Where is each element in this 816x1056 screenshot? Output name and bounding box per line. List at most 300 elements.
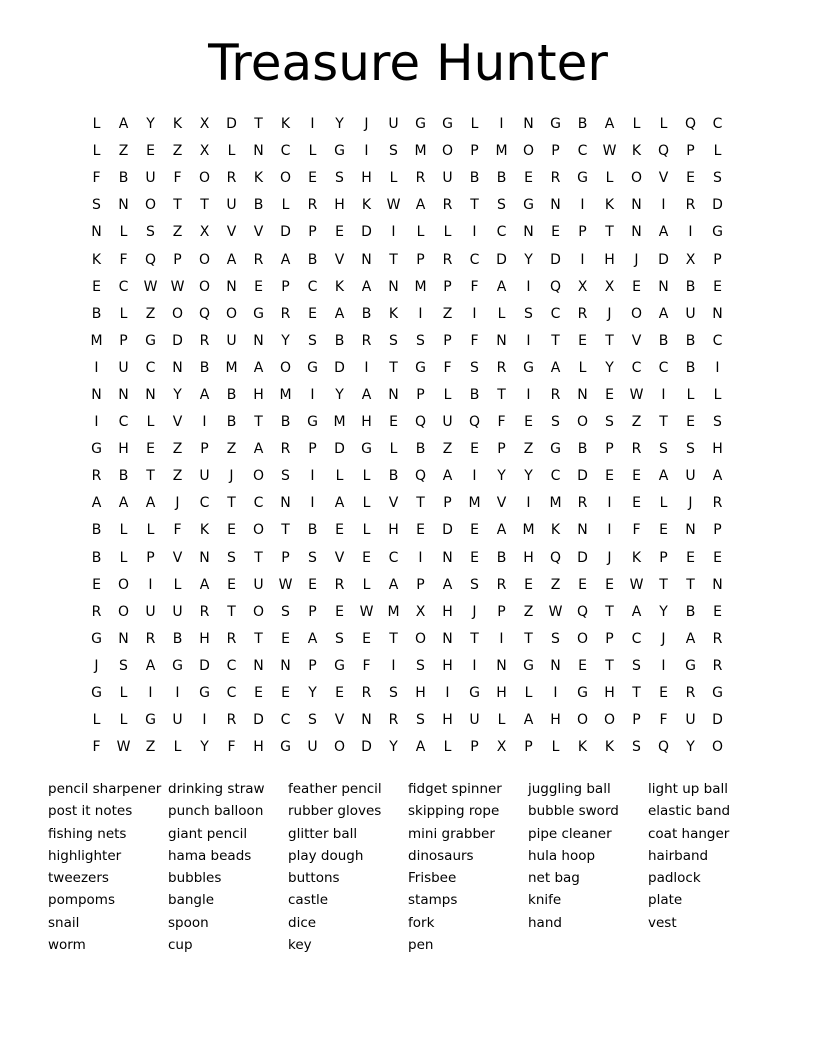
grid-letter: G xyxy=(280,739,291,756)
grid-letter: G xyxy=(469,685,480,702)
grid-letter: O xyxy=(279,170,292,187)
grid-letter: G xyxy=(415,359,426,376)
grid-letter: Y xyxy=(146,116,155,133)
grid-letter: J xyxy=(688,495,693,512)
grid-letter: C xyxy=(658,359,669,376)
grid-letter: A xyxy=(361,278,372,295)
grid-row xyxy=(83,653,733,680)
grid-letter: A xyxy=(145,657,156,674)
grid-letter: T xyxy=(470,197,479,214)
grid-letter: L xyxy=(146,414,155,431)
grid-letter: I xyxy=(175,685,180,702)
grid-letter: U xyxy=(145,603,156,620)
grid-letter: W xyxy=(602,143,617,160)
grid-letter: G xyxy=(145,712,156,729)
grid-letter: A xyxy=(388,576,399,593)
grid-letter: E xyxy=(227,576,236,593)
grid-letter: L xyxy=(362,576,371,593)
grid-letter: U xyxy=(226,332,237,349)
grid-letter: G xyxy=(172,657,183,674)
grid-letter: E xyxy=(632,278,641,295)
grid-letter: G xyxy=(712,685,723,702)
grid-letter: O xyxy=(198,278,211,295)
grid-letter: S xyxy=(686,441,695,458)
grid-letter: C xyxy=(280,143,291,160)
grid-letter: X xyxy=(604,278,615,295)
grid-letter: M xyxy=(414,278,427,295)
grid-letter: P xyxy=(659,549,668,566)
grid-letter: P xyxy=(308,603,317,620)
grid-letter: R xyxy=(307,197,318,214)
grid-letter: G xyxy=(577,685,588,702)
grid-letter: R xyxy=(334,576,345,593)
grid-letter: K xyxy=(199,522,210,539)
grid-letter: W xyxy=(386,197,401,214)
grid-letter: B xyxy=(199,359,210,376)
grid-letter: L xyxy=(119,224,128,241)
grid-letter: S xyxy=(713,170,722,187)
grid-letter: L xyxy=(713,386,722,403)
grid-letter: V xyxy=(172,414,183,431)
word-list-item: fidget spinner xyxy=(408,781,502,797)
grid-letter: H xyxy=(442,603,453,620)
grid-letter: N xyxy=(496,657,507,674)
grid-letter: O xyxy=(630,305,643,322)
grid-letter: P xyxy=(416,251,425,268)
grid-letter: Q xyxy=(657,739,670,756)
grid-letter: Y xyxy=(173,386,182,403)
grid-letter: R xyxy=(91,468,102,485)
grid-letter: A xyxy=(550,359,561,376)
grid-letter: M xyxy=(522,522,535,539)
grid-letter: E xyxy=(362,549,371,566)
grid-letter: P xyxy=(416,576,425,593)
grid-letter: A xyxy=(253,441,264,458)
grid-letter: I xyxy=(580,251,585,268)
grid-letter: R xyxy=(496,576,507,593)
grid-letter: W xyxy=(116,739,131,756)
grid-letter: G xyxy=(334,143,345,160)
grid-letter: F xyxy=(173,170,182,187)
word-list xyxy=(48,778,788,956)
grid-letter: Y xyxy=(686,739,695,756)
grid-letter: R xyxy=(145,630,156,647)
grid-letter: G xyxy=(91,630,102,647)
grid-letter: T xyxy=(416,495,425,512)
grid-letter: N xyxy=(388,278,399,295)
grid-letter: U xyxy=(442,170,453,187)
grid-row xyxy=(83,599,733,626)
grid-letter: C xyxy=(388,549,399,566)
grid-letter: N xyxy=(550,657,561,674)
grid-letter: B xyxy=(361,305,372,322)
grid-letter: B xyxy=(685,603,696,620)
grid-letter: Z xyxy=(172,143,183,160)
grid-letter: P xyxy=(173,251,182,268)
grid-letter: R xyxy=(361,685,372,702)
word-list-item: skipping rope xyxy=(408,803,500,820)
grid-letter: T xyxy=(281,522,290,539)
grid-letter: G xyxy=(550,116,561,133)
grid-letter: I xyxy=(445,685,450,702)
grid-letter: E xyxy=(227,522,236,539)
grid-row xyxy=(83,355,733,382)
grid-letter: R xyxy=(253,251,264,268)
grid-letter: M xyxy=(414,143,427,160)
grid-letter: N xyxy=(145,386,156,403)
grid-letter: Z xyxy=(172,441,183,458)
grid-letter: K xyxy=(631,143,642,160)
grid-letter: I xyxy=(418,549,423,566)
grid-letter: O xyxy=(198,170,211,187)
grid-letter: T xyxy=(659,576,668,593)
grid-letter: G xyxy=(307,414,318,431)
grid-letter: Q xyxy=(576,603,589,620)
grid-letter: A xyxy=(91,495,102,512)
grid-letter: H xyxy=(550,712,561,729)
grid-letter: G xyxy=(523,197,534,214)
grid-letter: M xyxy=(468,495,481,512)
grid-letter: X xyxy=(199,116,210,133)
grid-letter: F xyxy=(470,332,479,349)
grid-letter: I xyxy=(364,359,369,376)
grid-letter: B xyxy=(577,116,588,133)
word-list-item: pen xyxy=(408,937,434,954)
grid-letter: V xyxy=(253,224,264,241)
grid-letter: W xyxy=(629,386,644,403)
grid-letter: A xyxy=(118,116,129,133)
grid-letter: T xyxy=(146,468,155,485)
grid-letter: F xyxy=(92,739,101,756)
grid-row xyxy=(83,192,733,219)
grid-letter: M xyxy=(495,143,508,160)
grid-letter: E xyxy=(659,685,668,702)
grid-letter: L xyxy=(524,685,533,702)
grid-letter: K xyxy=(334,278,345,295)
word-list-item: punch balloon xyxy=(168,803,264,820)
grid-letter: E xyxy=(335,685,344,702)
word-list-item: worm xyxy=(48,937,86,954)
grid-letter: S xyxy=(308,332,317,349)
grid-letter: S xyxy=(497,197,506,214)
grid-letter: S xyxy=(524,305,533,322)
grid-letter: N xyxy=(631,224,642,241)
grid-letter: A xyxy=(361,386,372,403)
grid-row xyxy=(83,545,733,572)
grid-letter: N xyxy=(712,576,723,593)
grid-letter: G xyxy=(334,657,345,674)
grid-letter: S xyxy=(416,332,425,349)
grid-letter: P xyxy=(146,549,155,566)
grid-letter: C xyxy=(496,224,507,241)
grid-row xyxy=(83,517,733,544)
grid-letter: K xyxy=(604,197,615,214)
word-list-item: pompoms xyxy=(48,892,115,909)
grid-letter: Q xyxy=(684,116,697,133)
grid-letter: C xyxy=(469,251,480,268)
grid-letter: S xyxy=(551,630,560,647)
grid-row xyxy=(83,572,733,599)
grid-letter: L xyxy=(335,468,344,485)
grid-letter: B xyxy=(280,414,291,431)
grid-letter: I xyxy=(715,359,720,376)
grid-letter: Z xyxy=(118,143,129,160)
word-list-item: padlock xyxy=(648,870,701,887)
grid-letter: U xyxy=(253,576,264,593)
grid-letter: S xyxy=(470,576,479,593)
grid-letter: K xyxy=(280,116,291,133)
grid-letter: T xyxy=(254,116,263,133)
word-list-item: highlighter xyxy=(48,847,122,864)
grid-letter: L xyxy=(713,143,722,160)
grid-letter: P xyxy=(470,143,479,160)
word-list-item: cup xyxy=(168,937,193,954)
grid-letter: L xyxy=(389,170,398,187)
grid-letter: G xyxy=(361,441,372,458)
grid-letter: D xyxy=(280,224,291,241)
grid-letter: W xyxy=(143,278,158,295)
grid-letter: T xyxy=(227,495,236,512)
grid-letter: P xyxy=(416,386,425,403)
grid-letter: I xyxy=(661,386,666,403)
word-list-item: fishing nets xyxy=(48,825,127,842)
grid-letter: O xyxy=(576,414,589,431)
grid-letter: K xyxy=(604,739,615,756)
grid-letter: H xyxy=(523,549,534,566)
grid-letter: F xyxy=(497,414,506,431)
grid-letter: P xyxy=(308,657,317,674)
grid-letter: U xyxy=(685,712,696,729)
grid-letter: B xyxy=(496,549,507,566)
word-list-item: castle xyxy=(288,892,329,909)
grid-letter: O xyxy=(225,305,238,322)
grid-letter: W xyxy=(548,603,563,620)
grid-letter: B xyxy=(91,549,102,566)
grid-letter: Q xyxy=(144,251,157,268)
word-list-item: tweezers xyxy=(48,870,109,887)
grid-letter: A xyxy=(199,576,210,593)
grid-letter: C xyxy=(712,332,723,349)
grid-letter: S xyxy=(281,603,290,620)
grid-letter: N xyxy=(118,197,129,214)
grid-letter: E xyxy=(524,170,533,187)
grid-letter: O xyxy=(117,603,130,620)
grid-letter: L xyxy=(362,495,371,512)
grid-letter: F xyxy=(632,522,641,539)
grid-letter: V xyxy=(388,495,399,512)
grid-letter: P xyxy=(443,278,452,295)
grid-letter: I xyxy=(310,495,315,512)
grid-letter: T xyxy=(605,603,614,620)
grid-row xyxy=(83,328,733,355)
grid-letter: L xyxy=(227,143,236,160)
grid-letter: Y xyxy=(524,251,533,268)
grid-letter: E xyxy=(470,522,479,539)
grid-letter: E xyxy=(713,603,722,620)
grid-letter: S xyxy=(146,224,155,241)
grid-letter: A xyxy=(118,495,129,512)
grid-letter: F xyxy=(362,657,371,674)
grid-letter: L xyxy=(173,576,182,593)
grid-letter: E xyxy=(416,522,425,539)
word-list-item: giant pencil xyxy=(168,825,248,842)
grid-letter: N xyxy=(685,522,696,539)
word-list-item: coat hanger xyxy=(648,825,730,842)
grid-letter: L xyxy=(389,441,398,458)
grid-letter: G xyxy=(253,305,264,322)
grid-letter: Q xyxy=(657,143,670,160)
grid-letter: I xyxy=(391,224,396,241)
word-list-item: plate xyxy=(648,892,683,909)
grid-letter: J xyxy=(634,251,639,268)
grid-letter: Z xyxy=(172,224,183,241)
grid-letter: X xyxy=(415,603,426,620)
grid-letter: L xyxy=(92,116,101,133)
grid-letter: A xyxy=(145,495,156,512)
grid-letter: B xyxy=(388,468,399,485)
grid-letter: N xyxy=(361,712,372,729)
word-list-item: dinosaurs xyxy=(408,847,474,864)
grid-letter: C xyxy=(631,359,642,376)
grid-letter: H xyxy=(118,441,129,458)
grid-letter: E xyxy=(335,522,344,539)
grid-letter: U xyxy=(685,468,696,485)
grid-letter: J xyxy=(94,657,99,674)
grid-letter: P xyxy=(281,549,290,566)
grid-letter: E xyxy=(470,441,479,458)
grid-letter: G xyxy=(415,116,426,133)
grid-letter: B xyxy=(307,251,318,268)
grid-letter: L xyxy=(578,359,587,376)
word-list-item: buttons xyxy=(288,870,340,887)
grid-letter: J xyxy=(607,305,612,322)
grid-letter: K xyxy=(361,197,372,214)
grid-letter: O xyxy=(252,522,265,539)
grid-letter: C xyxy=(307,278,318,295)
grid-letter: L xyxy=(443,386,452,403)
grid-row xyxy=(83,680,733,707)
grid-letter: D xyxy=(361,739,372,756)
grid-letter: A xyxy=(523,712,534,729)
grid-letter: S xyxy=(281,468,290,485)
grid-letter: D xyxy=(712,712,723,729)
grid-letter: T xyxy=(686,576,695,593)
grid-letter: V xyxy=(172,549,183,566)
grid-letter: O xyxy=(252,468,265,485)
grid-letter: P xyxy=(686,143,695,160)
grid-letter: E xyxy=(605,576,614,593)
grid-letter: C xyxy=(199,495,210,512)
grid-letter: T xyxy=(254,549,263,566)
grid-letter: N xyxy=(658,278,669,295)
grid-letter: T xyxy=(470,630,479,647)
grid-letter: N xyxy=(199,549,210,566)
grid-letter: N xyxy=(280,495,291,512)
grid-letter: L xyxy=(362,468,371,485)
grid-letter: U xyxy=(469,712,480,729)
grid-letter: Y xyxy=(389,739,398,756)
grid-letter: L xyxy=(119,522,128,539)
grid-letter: T xyxy=(173,197,182,214)
grid-letter: E xyxy=(578,332,587,349)
grid-letter: E xyxy=(92,278,101,295)
grid-letter: H xyxy=(334,197,345,214)
grid-letter: J xyxy=(607,549,612,566)
grid-letter: Q xyxy=(198,305,211,322)
grid-letter: E xyxy=(686,414,695,431)
grid-letter: R xyxy=(577,495,588,512)
word-list-item: bubbles xyxy=(168,870,222,887)
grid-letter: Y xyxy=(497,468,506,485)
grid-letter: A xyxy=(631,603,642,620)
grid-letter: P xyxy=(605,630,614,647)
grid-letter: R xyxy=(442,197,453,214)
grid-letter: R xyxy=(712,630,723,647)
grid-letter: O xyxy=(522,143,535,160)
word-list-item: bangle xyxy=(168,892,215,909)
grid-letter: J xyxy=(472,603,477,620)
grid-letter: M xyxy=(387,603,400,620)
word-list-item: snail xyxy=(48,914,80,931)
grid-letter: Y xyxy=(281,332,290,349)
word-list-item: mini grabber xyxy=(408,825,495,842)
grid-letter: T xyxy=(659,414,668,431)
word-list-item: juggling ball xyxy=(528,781,611,797)
grid-letter: W xyxy=(278,576,293,593)
grid-letter: B xyxy=(496,170,507,187)
grid-letter: P xyxy=(551,143,560,160)
grid-letter: N xyxy=(496,332,507,349)
grid-letter: P xyxy=(524,739,533,756)
grid-letter: G xyxy=(442,116,453,133)
grid-letter: A xyxy=(226,251,237,268)
grid-letter: S xyxy=(335,170,344,187)
grid-letter: R xyxy=(91,603,102,620)
word-list-item: glitter ball xyxy=(288,825,358,842)
grid-letter: H xyxy=(388,522,399,539)
grid-letter: Z xyxy=(631,414,642,431)
grid-letter: S xyxy=(632,739,641,756)
grid-letter: V xyxy=(334,712,345,729)
grid-letter: D xyxy=(712,197,723,214)
grid-letter: L xyxy=(443,739,452,756)
grid-letter: S xyxy=(632,657,641,674)
grid-letter: H xyxy=(253,739,264,756)
grid-letter: U xyxy=(172,603,183,620)
grid-letter: C xyxy=(118,278,129,295)
grid-letter: C xyxy=(280,712,291,729)
grid-letter: S xyxy=(389,143,398,160)
grid-letter: O xyxy=(711,739,724,756)
grid-letter: O xyxy=(603,712,616,729)
grid-letter: B xyxy=(172,630,183,647)
grid-letter: A xyxy=(658,468,669,485)
word-list-item: fork xyxy=(408,914,435,931)
grid-letter: O xyxy=(144,197,157,214)
grid-letter: K xyxy=(631,549,642,566)
grid-letter: I xyxy=(607,522,612,539)
grid-letter: L xyxy=(659,116,668,133)
grid-letter: V xyxy=(496,495,507,512)
grid-letter: I xyxy=(148,685,153,702)
grid-letter: J xyxy=(175,495,180,512)
word-list-item: hand xyxy=(528,914,562,931)
grid-row xyxy=(83,138,733,165)
grid-letter: P xyxy=(443,495,452,512)
grid-letter: U xyxy=(388,116,399,133)
grid-row xyxy=(83,165,733,192)
grid-letter: C xyxy=(712,116,723,133)
